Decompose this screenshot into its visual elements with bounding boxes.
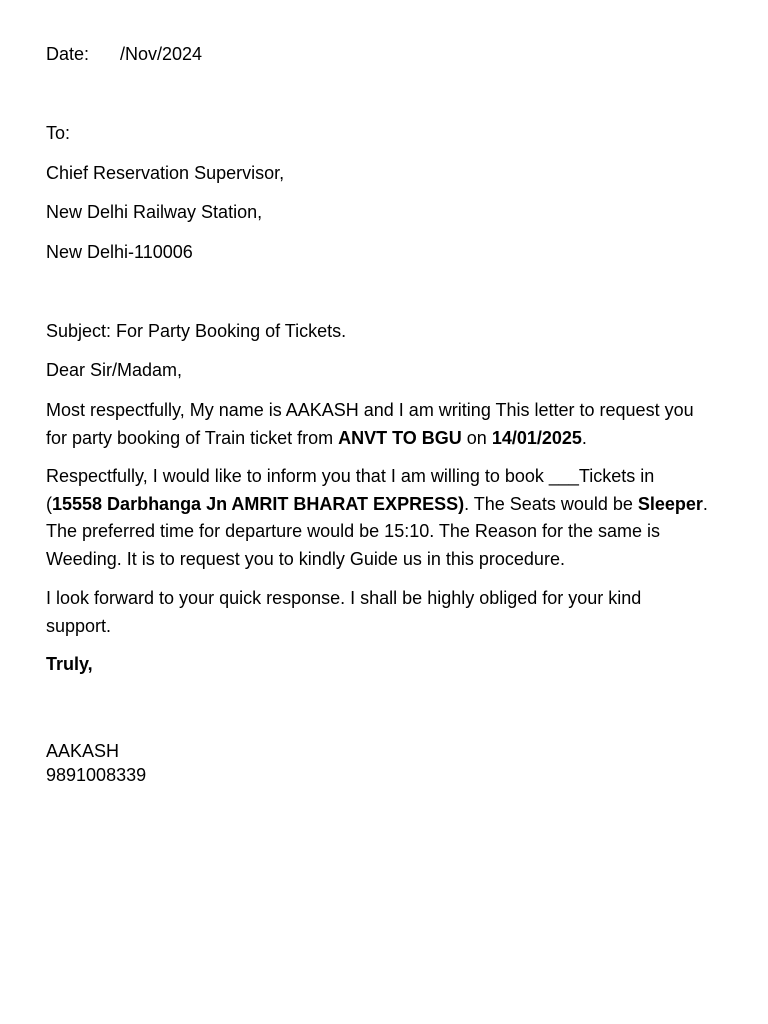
signature-phone: 9891008339 [46, 765, 147, 785]
para2-text2: . The Seats would be [464, 493, 638, 514]
date-line [46, 41, 202, 69]
route-text: ANVT TO BGU [338, 427, 462, 448]
salutation: Dear Sir/Madam, [46, 360, 183, 380]
paragraph-request [46, 397, 711, 452]
recipient-city: New Delhi-110006 [46, 242, 193, 262]
closing: Truly, [46, 654, 93, 674]
date-value: /Nov/2024 [120, 44, 203, 64]
to-label: To: [46, 123, 71, 143]
train-name: 15558 Darbhanga Jn AMRIT BHARAT EXPRESS) [52, 493, 465, 514]
recipient-title: Chief Reservation Supervisor, [46, 163, 285, 183]
para1-text3: . [581, 427, 587, 448]
subject-line: Subject: For Party Booking of Tickets. [46, 321, 347, 341]
letter-page [46, 0, 716, 1024]
para2-text3: . The preferred time for departure would be 15:10. The Reason for the same is Weeding. It is to request you to kindly Guide us in this procedure. [46, 493, 708, 569]
paragraph-closing: I look forward to your quick response. I shall be highly obliged for your kind support. [46, 588, 642, 636]
para1-text2: on [461, 427, 492, 448]
recipient-station: New Delhi Railway Station, [46, 202, 263, 222]
paragraph-details [46, 463, 711, 573]
travel-date: 14/01/2025 [491, 427, 582, 448]
signature-name: AAKASH [46, 741, 120, 761]
date-label: Date: [46, 44, 90, 64]
para2-text1: Respectfully, I would like to inform you that I am willing to book ___Tickets in ( [46, 466, 655, 514]
para1-text1: Most respectfully, My name is AAKASH and I am writing This letter to request you for party booking of Train ticket from [46, 400, 694, 448]
seat-class: Sleeper [637, 493, 703, 514]
